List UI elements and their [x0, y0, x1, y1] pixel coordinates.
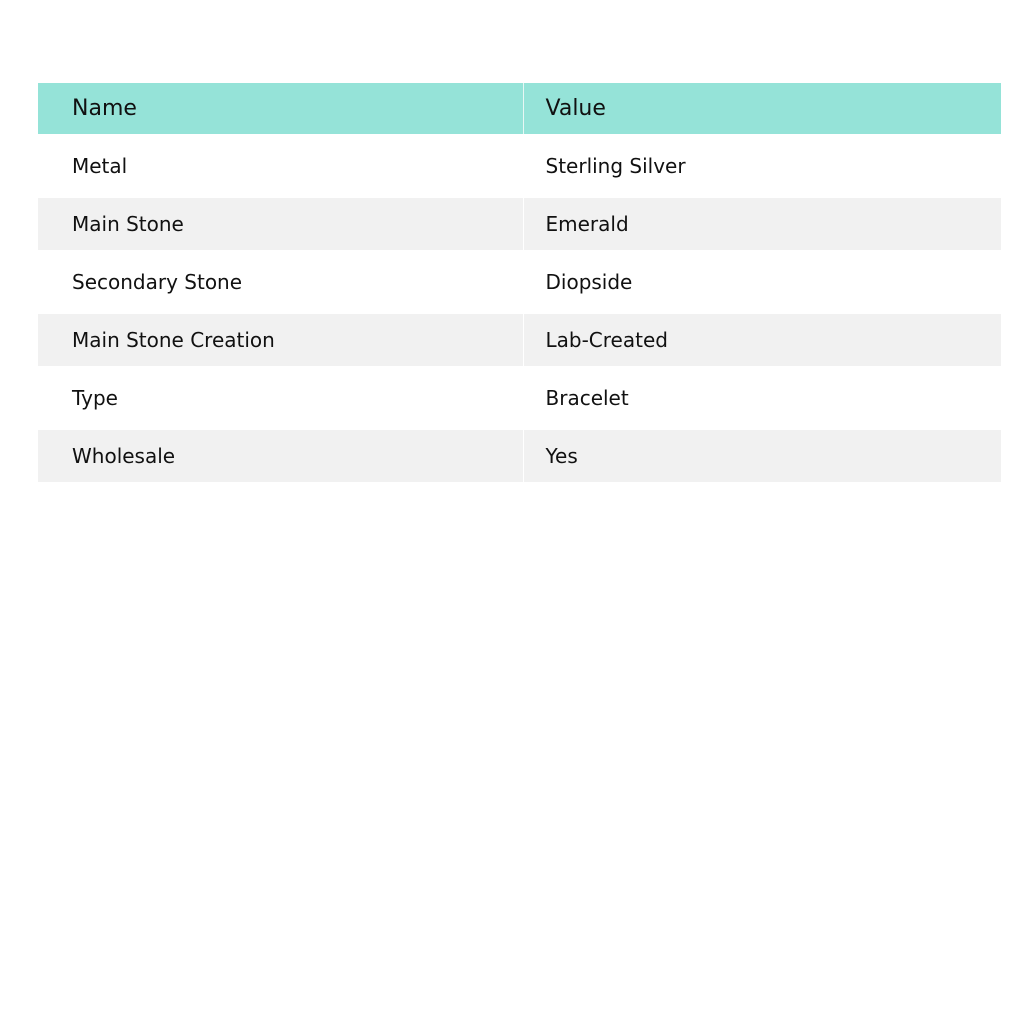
row-name-cell: Metal: [38, 134, 523, 198]
row-name-cell: Wholesale: [38, 430, 523, 482]
row-name-cell: Main Stone: [38, 198, 523, 250]
table-row: [38, 198, 1001, 250]
row-value-cell: Bracelet: [523, 366, 1001, 430]
table-header: [38, 83, 1001, 134]
table-body: [38, 134, 1001, 482]
row-value-cell: Sterling Silver: [523, 134, 1001, 198]
table-row: [38, 250, 1001, 314]
row-value-cell: Yes: [523, 430, 1001, 482]
column-header-name: Name: [38, 83, 523, 134]
table-row: [38, 430, 1001, 482]
row-value-cell: Emerald: [523, 198, 1001, 250]
table-row: [38, 134, 1001, 198]
row-name-cell: Secondary Stone: [38, 250, 523, 314]
row-value-cell: Lab-Created: [523, 314, 1001, 366]
table-row: [38, 366, 1001, 430]
specifications-table: [38, 83, 1001, 482]
table-row: [38, 314, 1001, 366]
row-name-cell: Type: [38, 366, 523, 430]
row-value-cell: Diopside: [523, 250, 1001, 314]
row-name-cell: Main Stone Creation: [38, 314, 523, 366]
column-header-value: Value: [523, 83, 1001, 134]
table-header-row: [38, 83, 1001, 134]
